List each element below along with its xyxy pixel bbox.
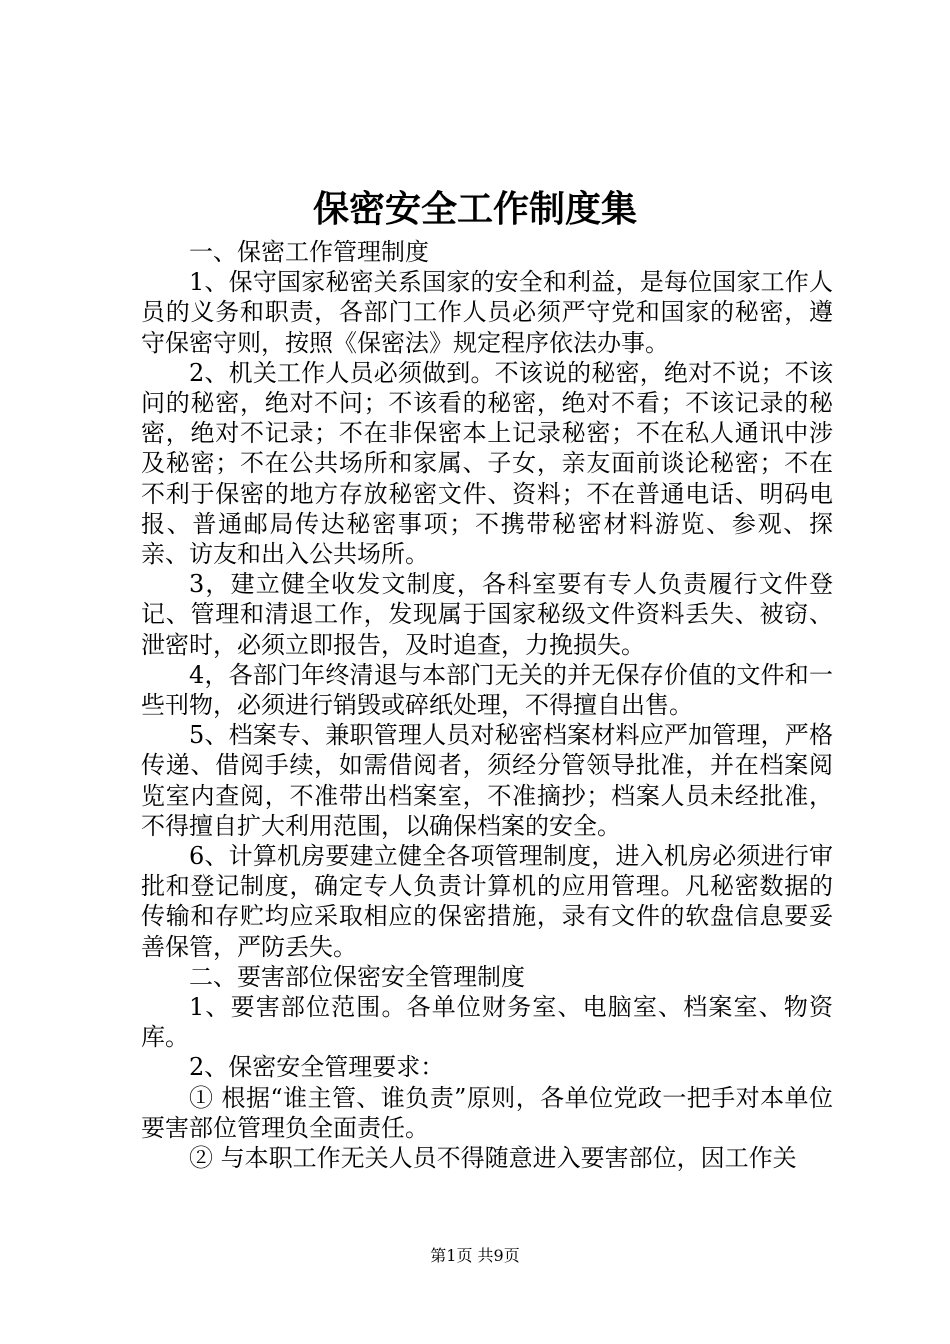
paragraph: ② 与本职工作无关人员不得随意进入要害部位，因工作关 bbox=[189, 1144, 797, 1173]
paragraph: ① 根据“谁主管、谁负责”原则，各单位党政一把手对本单位要害部位管理负全面责任。 bbox=[141, 1083, 833, 1142]
paragraph: 5、档案专、兼职管理人员对秘密档案材料应严加管理，严格传递、借阅手续，如需借阅者，须经分管领导批准，并在档案阅览室内查阅，不准带出档案室，不准摘抄；档案人员未经批准，不得擅自扩大利用范围，以确保档案的安全。 bbox=[141, 721, 833, 840]
paragraph: 2、机关工作人员必须做到。不该说的秘密，绝对不说；不该问的秘密，绝对不问；不该看的秘密，绝对不看；不该记录的秘密，绝对不记录；不在非保密本上记录秘密；不在私人通讯中涉及秘密；不在公共场所和家属、子女，亲友面前谈论秘密；不在不利于保密的地方存放秘密文件、资料；不在普通电话、明码电报、普通邮局传达秘密事项；不携带秘密材料游览、参观、探亲、访友和出入公共场所。 bbox=[141, 358, 833, 569]
paragraph: 一、保密工作管理制度 bbox=[189, 238, 429, 266]
document-body bbox=[141, 237, 833, 1173]
paragraph: 1、要害部位范围。各单位财务室、电脑室、档案室、物资库。 bbox=[141, 993, 833, 1052]
paragraph: 3，建立健全收发文制度，各科室要有专人负责履行文件登记、管理和清退工作，发现属于国家秘级文件资料丢失、被窃、泄密时，必须立即报告，及时追查，力挽损失。 bbox=[141, 570, 833, 659]
paragraph: 二、要害部位保密安全管理制度 bbox=[189, 962, 525, 991]
paragraph: 2、保密安全管理要求： bbox=[189, 1053, 445, 1082]
paragraph: 1、保守国家秘密关系国家的安全和利益，是每位国家工作人员的义务和职责，各部门工作人员必须严守党和国家的秘密，遵守保密守则，按照《保密法》规定程序依法办事。 bbox=[141, 268, 833, 357]
paragraph: 6、计算机房要建立健全各项管理制度，进入机房必须进行审批和登记制度，确定专人负责计算机的应用管理。凡秘密数据的传输和存贮均应采取相应的保密措施，录有文件的软盘信息要妥善保管，严防丢失。 bbox=[141, 842, 833, 961]
document-title: 保密安全工作制度集 bbox=[312, 188, 637, 230]
paragraph: 4，各部门年终清退与本部门无关的并无保存价值的文件和一些刊物，必须进行销毁或碎纸处理，不得擅自出售。 bbox=[141, 660, 833, 720]
page-footer: 第1页 共9页 bbox=[430, 1246, 520, 1265]
